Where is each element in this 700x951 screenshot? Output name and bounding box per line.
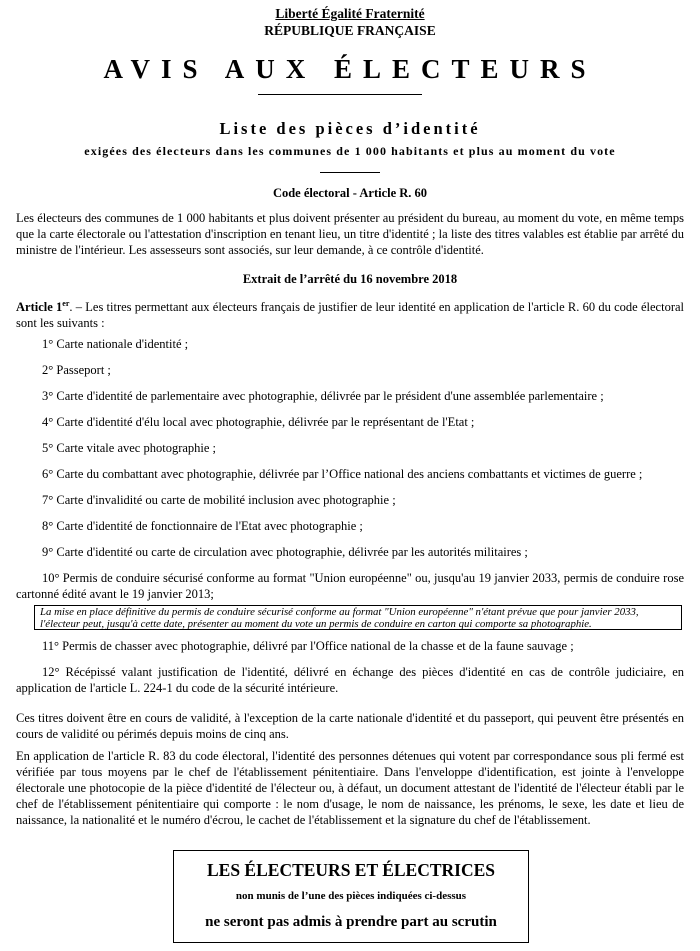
list-item: 8° Carte d'identité de fonctionnaire de l'Etat avec photographie ;	[42, 519, 363, 533]
extract-title: Extrait de l’arrêté du 16 novembre 2018	[242, 272, 458, 286]
article-label	[16, 300, 69, 314]
list-item: 10° Permis de conduire sécurisé conforme au format "Union européenne" ou, jusqu'au 19 janvier 2033, permis de conduire rose cartonné édité avant le 19 janvier 2013;	[16, 571, 684, 601]
article-text: . – Les titres permettant aux électeurs français de justifier de leur identité en application de l'article R. 60 du code électoral sont les suivants :	[16, 300, 684, 331]
notice-heading: LES ÉLECTEURS ET ÉLECTRICES	[206, 860, 496, 880]
validity-paragraph: Ces titres doivent être en cours de validité, à l'exception de la carte nationale d'identité et du passeport, qui peuvent être présentés en cours de validité ou périmés depuis moins de cinq ans.	[16, 711, 684, 741]
driving-licence-note: La mise en place définitive du permis de conduire sécurisé conforme au format "Union européenne" n'étant prévue que pour janvier 2033, l'électeur peut, jusqu'à cette date, présenter au moment du vote un permis de conduire en carton qui comporte sa photographie.	[34, 605, 682, 630]
title-divider	[258, 94, 422, 95]
code-reference: Code électoral - Article R. 60	[272, 186, 428, 200]
list-item: 3° Carte d'identité de parlementaire avec photographie, délivrée par le président d'une assemblée parlementaire ;	[42, 389, 604, 403]
list-item: 6° Carte du combattant avec photographie, délivrée par l’Office national des anciens combattants et victimes de guerre ;	[42, 467, 643, 481]
list-item: 12° Récépissé valant justification de l'identité, délivré en échange des pièces d'identité en cas de contrôle judiciaire, en application de l'article L. 224-1 du code de la sécurité intérieure.	[16, 665, 684, 695]
list-item: 5° Carte vitale avec photographie ;	[42, 441, 217, 455]
warning-notice-box	[173, 850, 529, 943]
page-title: AVIS AUX ÉLECTEURS	[103, 54, 597, 84]
list-item: 11° Permis de chasser avec photographie, délivré par l'Office national de la chasse et de la faune sauvage ;	[42, 639, 574, 653]
intro-paragraph: Les électeurs des communes de 1 000 habitants et plus doivent présenter au président du bureau, au moment du vote, en même temps que la carte électorale ou l'attestation d'inscription en tenant lieu, un titre d'identité ; la liste des titres valables est établie par arrêté du ministre de l'intérieur. Les assesseurs sont associés, sur leur demande, à ce contrôle d'identité.	[16, 211, 684, 257]
detained-voters-paragraph: En application de l'article R. 83 du code électoral, l'identité des personnes détenues qui votent par correspondance sous pli fermé est vérifiée par tous moyens par le chef de l'établissement pénitentiaire. Dans l'enveloppe d'identification, est jointe à l'enveloppe électorale une photocopie de la pièce d'identité de l'électeur ou, à défaut, un document attestant de l'identité de l'électeur établi par le chef de l'établissement pénitentiaire qui comporte : le nom d'usage, le nom de naissance, les prénoms, le sexe, les date et lieu de naissance, la nationalité et le numéro d'écrou, le cachet de l'établissement et la signature du chef de l'établissement.	[16, 749, 684, 827]
motto: Liberté Égalité Fraternité	[275, 6, 425, 21]
list-item: 1° Carte nationale d'identité ;	[42, 337, 189, 351]
republic-name: RÉPUBLIQUE FRANÇAISE	[264, 23, 436, 38]
list-item: 7° Carte d'invalidité ou carte de mobilité inclusion avec photographie ;	[42, 493, 396, 507]
notice-subheading: non munis de l’une des pièces indiquées ci-dessus	[235, 890, 467, 902]
article-label-text: Article 1	[16, 300, 63, 315]
list-item: 2° Passeport ;	[42, 363, 111, 377]
subtitle-divider	[320, 172, 380, 173]
list-item: 4° Carte d'identité d'élu local avec photographie, délivrée par le représentant de l'Etat ;	[42, 415, 475, 429]
article-label-sup: er	[62, 299, 70, 308]
list-item: 9° Carte d'identité ou carte de circulation avec photographie, délivrée par les autorités militaires ;	[42, 545, 528, 559]
article-paragraph	[16, 296, 684, 331]
document-subtitle: Liste des pièces d’identité	[219, 119, 481, 138]
document-subtitle-detail: exigées des électeurs dans les communes de 1 000 habitants et plus au moment du vote	[84, 144, 616, 158]
notice-footer: ne seront pas admis à prendre part au scrutin	[205, 914, 497, 930]
